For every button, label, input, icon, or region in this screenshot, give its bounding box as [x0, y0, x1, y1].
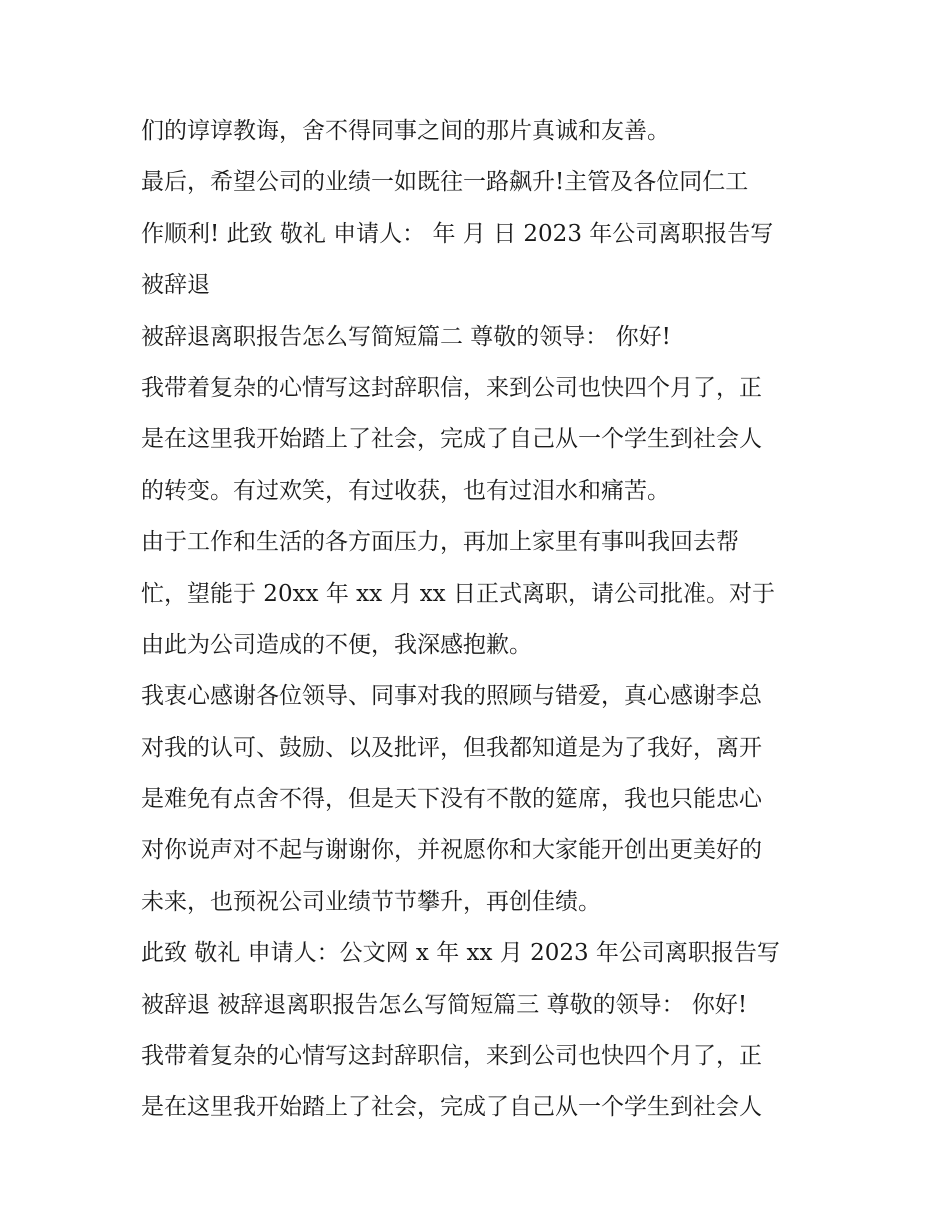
text-line: 未来，也预祝公司业绩节节攀升，再创佳绩。 [141, 888, 601, 915]
text-line: 作顺利! 此致 敬礼 申请人： 年 月 日 2023 年公司离职报告写 [141, 220, 774, 247]
text-line: 此致 敬礼 申请人：公文网 x 年 xx 月 2023 年公司离职报告写 [141, 940, 780, 967]
text-line: 被辞退 [141, 272, 210, 299]
text-line: 被辞退 被辞退离职报告怎么写简短篇三 尊敬的领导： 你好! [141, 991, 748, 1018]
text-line: 忙，望能于 20xx 年 xx 月 xx 日正式离职，请公司批准。对于 [141, 580, 775, 607]
text-line: 是在这里我开始踏上了社会，完成了自己从一个学生到社会人 [141, 426, 762, 453]
text-line: 由于工作和生活的各方面压力，再加上家里有事叫我回去帮 [141, 529, 739, 556]
text-line: 对你说声对不起与谢谢你，并祝愿你和大家能开创出更美好的 [141, 837, 762, 864]
text-line: 是在这里我开始踏上了社会，完成了自己从一个学生到社会人 [141, 1094, 762, 1121]
text-line: 是难免有点舍不得，但是天下没有不散的筵席，我也只能忠心 [141, 786, 762, 813]
text-line: 我衷心感谢各位领导、同事对我的照顾与错爱，真心感谢李总 [141, 683, 762, 710]
body-text [141, 106, 831, 1134]
text-line: 们的谆谆教诲，舍不得同事之间的那片真诚和友善。 [141, 118, 670, 144]
text-line: 我带着复杂的心情写这封辞职信，来到公司也快四个月了，正 [141, 1043, 762, 1070]
section-heading-line: 被辞退离职报告怎么写简短篇二 尊敬的领导： 你好! [141, 323, 671, 350]
text-line: 由此为公司造成的不便，我深感抱歉。 [141, 631, 532, 658]
text-line: 最后，希望公司的业绩一如既往一路飙升!主管及各位同仁工 [141, 169, 749, 196]
text-line: 的转变。有过欢笑，有过收获，也有过泪水和痛苦。 [141, 477, 670, 504]
text-line: 对我的认可、鼓励、以及批评，但我都知道是为了我好，离开 [141, 734, 762, 761]
text-line: 我带着复杂的心情写这封辞职信，来到公司也快四个月了，正 [141, 374, 762, 401]
